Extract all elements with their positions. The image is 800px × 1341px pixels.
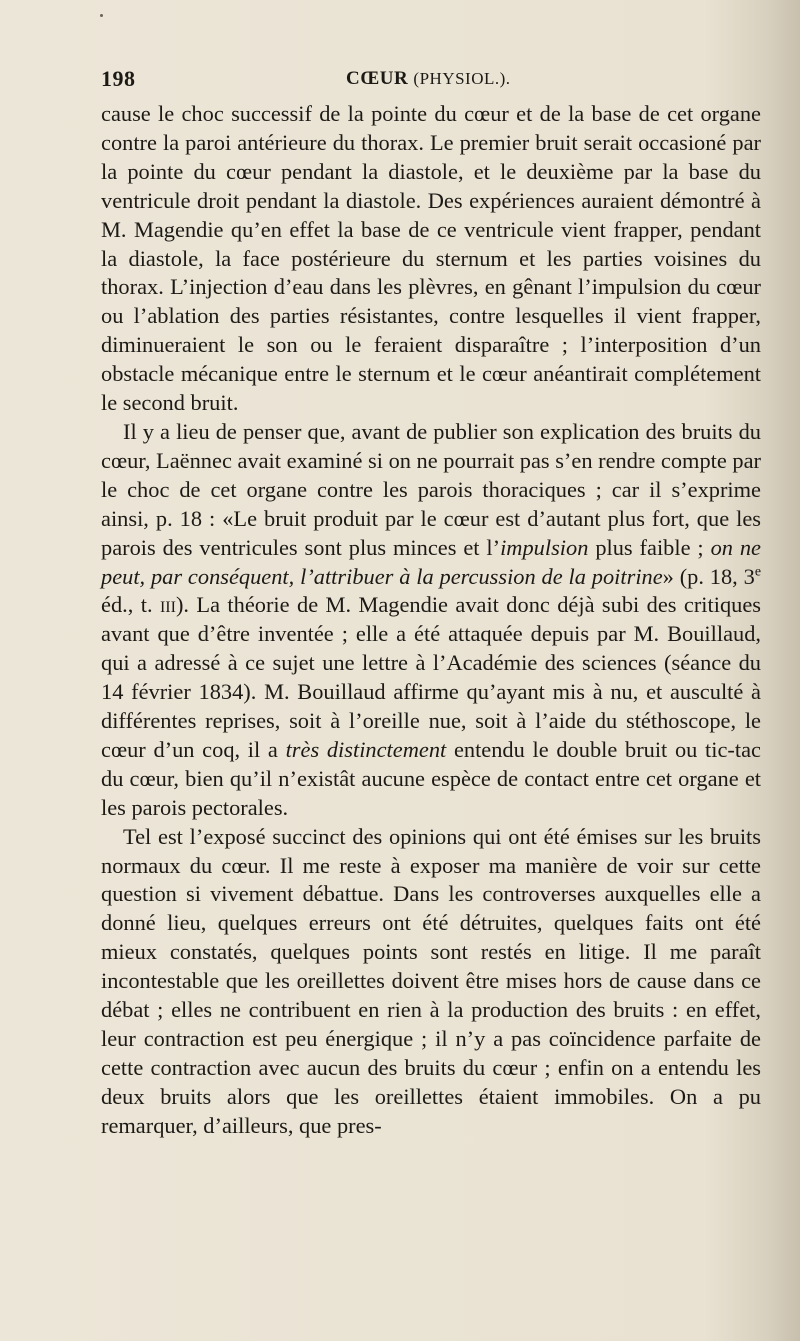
paragraph [101,100,761,418]
text-segment: Tel est l’exposé succinct des opinions qui ont été émises sur les bruits normaux du cœur. Il me reste à exposer ma manière de voir sur cette question si vivement débattue. Dans les controverses auxquelles elle a donné lieu, quelques erreurs ont été détruites, quelques faits ont été mieux constatés, quelques points sont restés en litige. Il me paraît incontestable que les oreillettes doivent être mises hors de cause dans ce débat ; elles ne contribuent en rien à la production des bruits : en effet, leur contraction est peu énergique ; il n’y a pas coïncidence parfaite de cette contraction avec aucun des bruits du cœur ; enfin on a entendu les deux bruits alors que les oreillettes étaient immobiles. On a pu remarquer, d’ailleurs, que pres- [101,823,761,1138]
text-segment: entendu le double bruit ou tic-tac du cœur, bien qu’il n’existât aucune espèce de contact entre cet organe et les parois pectorales. [101,736,761,820]
text-segment: » (p. 18, 3 [662,563,755,589]
running-head [346,68,511,90]
body-text [101,100,761,1141]
text-segment: éd., t. [101,592,160,618]
text-segment: ). La théorie de M. Magendie avait donc déjà subi des critiques avant que d’être inventée ; elle a été attaquée depuis par M. Bouillaud, qui a adressé à ce sujet une lettre à l’Académie des sciences (séance du 14 février 1834). M. Bouillaud affirme qu’ayant mis à nu, et ausculté à différentes reprises, soit à l’oreille nue, soit à l’aide du stéthoscope, le cœur d’un coq, il a [101,592,762,762]
ink-speck [100,14,103,17]
running-head-subtitle: (PHYSIOL.). [413,69,511,88]
text-segment: plus faible ; [588,534,711,560]
paragraph [101,823,761,1141]
page-number: 198 [101,66,136,91]
page-header [101,66,761,96]
text-segment: très distinctement [285,736,447,762]
text-segment: on ne peut, par conséquent, l’attribuer à la percussion de la poitrine [101,534,761,589]
paragraph [101,418,761,823]
running-head-title: CŒUR [346,68,409,89]
text-segment: impulsion [500,534,589,560]
text-segment: cause le choc successif de la pointe du cœur et de la base de cet organe contre la paroi antérieure du thorax. Le premier bruit serait occasioné par la pointe du cœur pendant la diastole, et le deuxième par la base du ventricule droit pendant la diastole. Des expériences auraient démontré à M. Magendie qu’en effet la base de ce ventricule vient frapper, pendant la diastole, la face postérieure du sternum et les parties voisines du thorax. L’injection d’eau dans les plèvres, en gênant l’impulsion du cœur ou l’ablation des parties résistantes, contre lesquelles il vient frapper, diminueraient le son ou le feraient disparaître ; l’interposition d’un obstacle mécanique entre le sternum et le cœur anéantirait complétement le second bruit. [101,101,761,416]
text-segment: iii [159,592,176,618]
text-segment: e [754,564,761,580]
text-segment: Il y a lieu de penser que, avant de publier son explication des bruits du cœur, Laënnec avait examiné si on ne pourrait pas s’en rendre compte par le choc de cet organe contre les parois thoraciques ; car il s’exprime ainsi, p. 18 : «Le bruit produit par le cœur est d’autant plus fort, que les parois des ventricules sont plus minces et l’ [101,418,761,560]
